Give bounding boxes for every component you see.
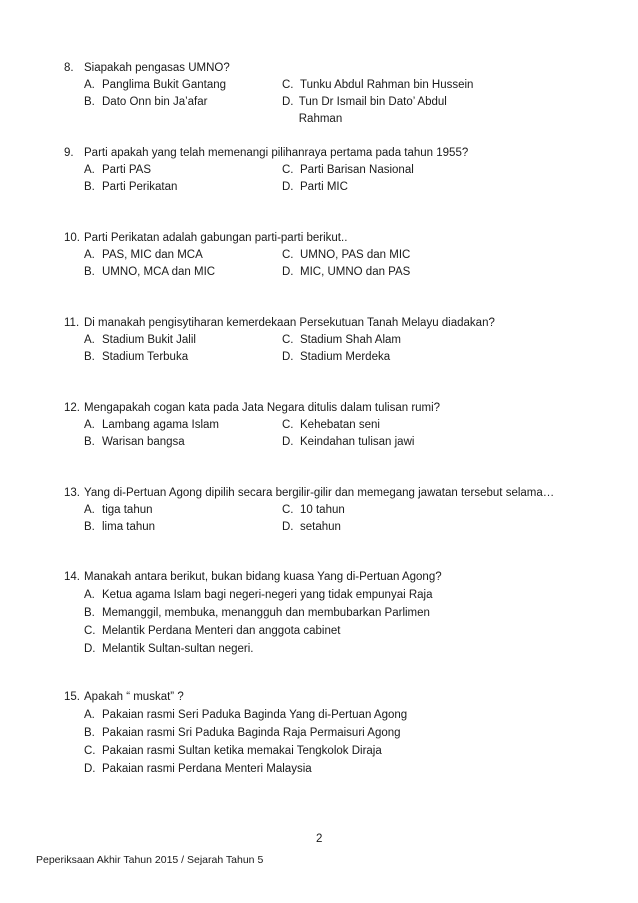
question-8 [64,60,584,125]
question-text: Di manakah pengisytiharan kemerdekaan Persekutuan Tanah Melayu diadakan? [84,317,495,329]
question-13 [64,485,584,536]
option-b: B. UMNO, MCA dan MIC [84,266,216,278]
option-c: C. Stadium Shah Alam [282,334,402,346]
question-text: Yang di-Pertuan Agong dipilih secara bergilir-gilir dan memegang jawatan tersebut selama… [84,487,555,499]
option-c: C. Pakaian rasmi Sultan ketika memakai Tengkolok Diraja [84,745,382,757]
question-14 [64,569,584,658]
option-a: A. Lambang agama Islam [84,419,219,431]
option-c: C. Melantik Perdana Menteri dan anggota cabinet [84,625,341,637]
option-b: B. Stadium Terbuka [84,351,189,363]
option-d: D. Pakaian rasmi Perdana Menteri Malaysia [84,763,312,775]
question-9 [64,145,584,196]
question-number: 13. [64,487,80,499]
option-a: A. Ketua agama Islam bagi negeri-negeri yang tidak empunyai Raja [84,589,433,601]
option-b: B. Memanggil, membuka, menangguh dan membubarkan Parlimen [84,607,430,619]
option-a: A. PAS, MIC dan MCA [84,249,203,261]
option-b: B. Pakaian rasmi Sri Paduka Baginda Raja Permaisuri Agong [84,727,401,739]
option-b: B. Parti Perikatan [84,181,178,193]
question-15 [64,689,584,778]
page-footer: Peperiksaan Akhir Tahun 2015 / Sejarah Tahun 5 [36,854,264,866]
option-b: B. Dato Onn bin Ja’afar [84,96,208,108]
question-text: Parti Perikatan adalah gabungan parti-parti berikut.. [84,232,348,244]
question-number: 12. [64,402,80,414]
option-d: D. Keindahan tulisan jawi [282,436,415,448]
option-a: A. tiga tahun [84,504,153,516]
question-12 [64,400,584,451]
option-c: C. Tunku Abdul Rahman bin Hussein [282,79,474,91]
question-number: 14. [64,571,80,583]
option-d: D. setahun [282,521,341,533]
option-a: A. Parti PAS [84,164,151,176]
option-d: D. MIC, UMNO dan PAS [282,266,411,278]
option-b: B. Warisan bangsa [84,436,185,448]
option-d: D. Parti MIC [282,181,348,193]
option-c: C. Kehebatan seni [282,419,380,431]
option-c: C. Parti Barisan Nasional [282,164,414,176]
option-d: D. Tun Dr Ismail bin Dato’ Abdul Rahman [282,96,447,125]
question-text: Manakah antara berikut, bukan bidang kuasa Yang di-Pertuan Agong? [84,571,442,583]
question-10 [64,230,584,281]
option-b: B. lima tahun [84,521,156,533]
option-a: A. Panglima Bukit Gantang [84,79,227,91]
option-d: D. Stadium Merdeka [282,351,391,363]
question-number: 11. [64,317,80,329]
option-c: C. 10 tahun [282,504,345,516]
question-text: Parti apakah yang telah memenangi pilihanraya pertama pada tahun 1955? [84,147,469,159]
question-number: 9. [64,147,74,159]
question-number: 15. [64,691,80,703]
question-number: 10. [64,232,80,244]
option-c: C. UMNO, PAS dan MIC [282,249,411,261]
question-11 [64,315,584,366]
question-text: Apakah “ muskat” ? [84,691,184,703]
question-number: 8. [64,62,74,74]
option-d: D. Melantik Sultan-sultan negeri. [84,643,254,655]
page-number: 2 [316,833,323,845]
option-a: A. Pakaian rasmi Seri Paduka Baginda Yang di-Pertuan Agong [84,709,408,721]
question-text: Mengapakah cogan kata pada Jata Negara ditulis dalam tulisan rumi? [84,402,441,414]
question-text: Siapakah pengasas UMNO? [84,62,230,74]
option-a: A. Stadium Bukit Jalil [84,334,196,346]
